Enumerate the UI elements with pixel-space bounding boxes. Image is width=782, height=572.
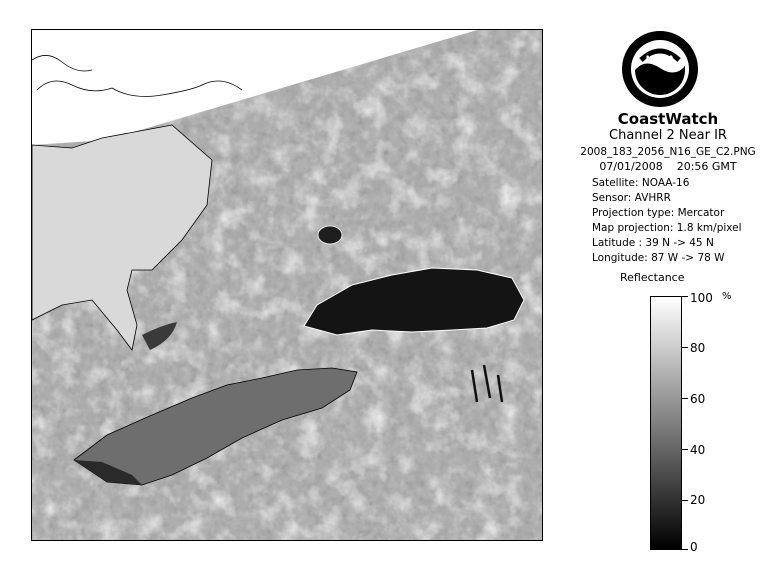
colorbar-tick — [682, 398, 688, 399]
colorbar-tick — [682, 500, 688, 501]
latitude-label: Latitude : 39 N -> 45 N — [592, 237, 714, 249]
colorbar-tick-label: 40 — [690, 443, 706, 457]
colorbar-tick-label: 20 — [690, 493, 706, 507]
colorbar-tick — [682, 449, 688, 450]
reflectance-colorbar — [650, 296, 682, 550]
satellite-image — [32, 30, 542, 540]
satellite-map — [31, 29, 543, 541]
colorbar-tick-label: 0 — [690, 540, 698, 554]
projection-type-label: Projection type: Mercator — [592, 207, 725, 219]
satellite-label: Satellite: NOAA-16 — [592, 177, 690, 189]
colorbar-tick-label: 100 — [690, 291, 713, 305]
colorbar-tick-label: 80 — [690, 341, 706, 355]
map-projection-label: Map projection: 1.8 km/pixel — [592, 222, 742, 234]
datetime-label: 07/01/2008 20:56 GMT — [599, 160, 737, 173]
filename-label: 2008_183_2056_N16_GE_C2.PNG — [580, 146, 756, 158]
logo-text: NOAA — [645, 55, 675, 65]
colorbar-unit: % — [722, 291, 732, 302]
colorbar-tick-label: 60 — [690, 392, 706, 406]
colorbar-tick — [682, 347, 688, 348]
colorbar-title: Reflectance — [620, 271, 685, 284]
lake-simcoe — [318, 226, 342, 244]
noaa-logo — [621, 30, 699, 108]
product-title: CoastWatch — [617, 110, 719, 128]
longitude-label: Longitude: 87 W -> 78 W — [592, 252, 725, 264]
colorbar-tick — [682, 296, 688, 297]
colorbar-tick — [682, 549, 688, 550]
sensor-label: Sensor: AVHRR — [592, 192, 671, 204]
channel-label: Channel 2 Near IR — [609, 128, 727, 143]
